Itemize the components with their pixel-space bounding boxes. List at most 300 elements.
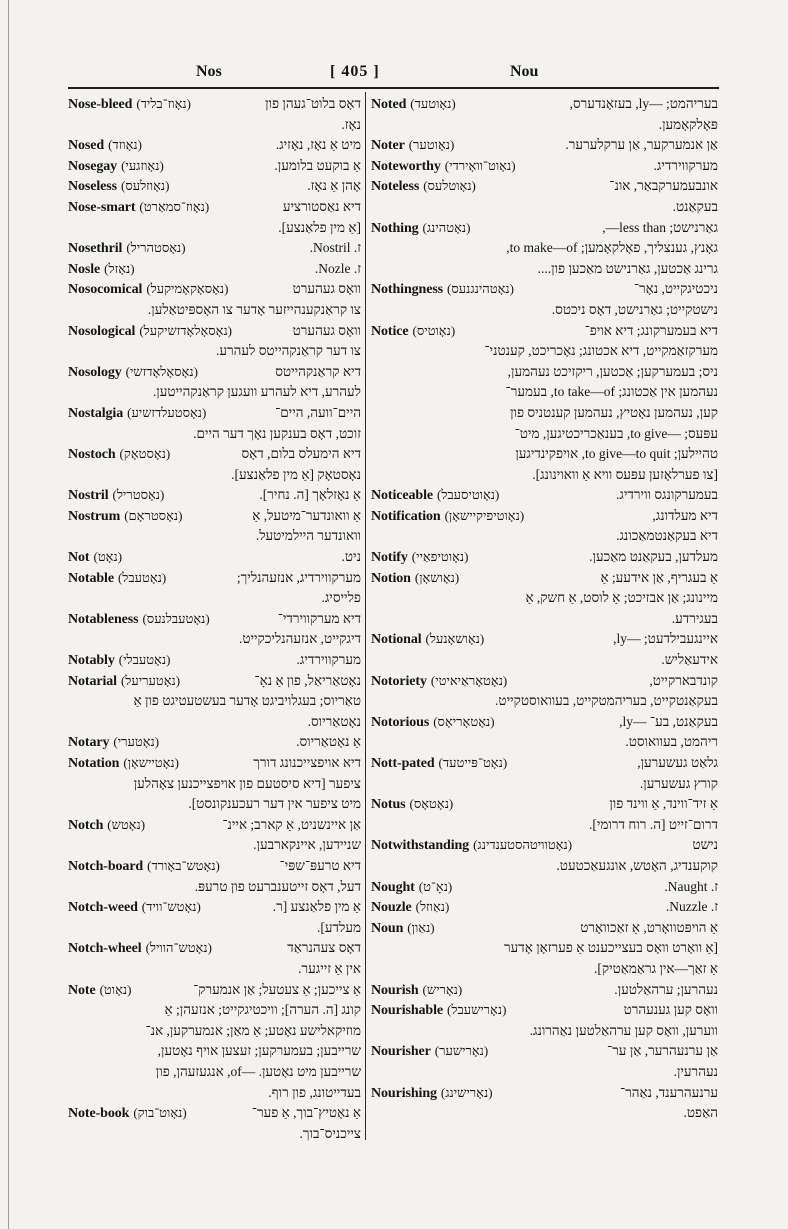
headword: Nose-bleed [68, 97, 133, 112]
pronunciation: (נאָוט־וואָירדי) [444, 157, 516, 173]
definition-line: [צו פערלאָזען עפּעס וויא אַ וואוינונג]. [532, 466, 718, 482]
headword: Nosegay [68, 158, 118, 174]
definition: אַ וואונדער־מיטעל, אַ [252, 507, 361, 523]
pronunciation: (נאָרישעבל) [447, 1002, 507, 1018]
dictionary-entry [68, 176, 361, 197]
headword: Not [68, 550, 90, 566]
entry-first-line [371, 135, 718, 156]
headword: Notch [68, 817, 104, 833]
dictionary-entry [68, 938, 361, 979]
pronunciation: (נאָטהינג) [422, 219, 471, 235]
definition: מעלדען, בעקאַנט מאַכען. [589, 549, 718, 565]
dictionary-entry [371, 176, 718, 217]
entry-first-line [371, 1041, 718, 1062]
definition: מערקווירדיג. [296, 652, 361, 668]
definition: נעהרען; ערהאַלטען. [614, 981, 718, 997]
dictionary-entry [371, 568, 718, 630]
dictionary-entry [371, 135, 718, 156]
definition: דיא אויפצייכנונג דורך [253, 755, 361, 770]
dictionary-entry [371, 94, 718, 135]
left-column [68, 94, 361, 1144]
headword: Nosethril [68, 241, 123, 257]
headword: Nosology [68, 364, 122, 380]
headword: Nothing [371, 220, 419, 236]
pronunciation: (נאָסטהריל) [126, 240, 186, 256]
pronunciation: (נאָוט־בוק) [133, 1105, 187, 1121]
definition: מיט אַ נאָז, נאָזיג. [275, 137, 361, 153]
dictionary-entry [371, 794, 718, 835]
dictionary-entry [68, 980, 361, 1104]
headword: Noun [371, 920, 404, 936]
pronunciation: (נאָטאָראַיאיטי) [430, 672, 508, 688]
definition: היים־וועה, היים־ [275, 404, 361, 420]
headword: Notification [371, 508, 441, 524]
headword: Notarial [68, 673, 117, 689]
entry-first-line [371, 897, 718, 918]
entry-first-line [68, 1103, 361, 1124]
pronunciation: (נאָ־ט) [418, 878, 453, 894]
dictionary-entry [371, 835, 718, 876]
definition: ז. Naught. [664, 878, 718, 894]
definition-line: מערקזאַמקייט, דיא אכטונג; נאָכריכט, קענטני־ [484, 343, 718, 359]
pronunciation: (נאָוז־בליד) [136, 96, 191, 111]
headword: Notwithstanding [371, 838, 470, 854]
pronunciation: (נאָסאָלאָדזשיקעל) [139, 322, 232, 338]
definition: אַ בוקעט בלומען. [274, 157, 361, 173]
left-guide-word: Nos [196, 63, 222, 80]
headword: Notableness [68, 611, 139, 627]
definition-line: ניס; בעמערקען; אַכטען, ריקזיכט נעהמען, [507, 363, 718, 379]
page-number: [ 405 ] [330, 63, 380, 80]
dictionary-entry [371, 629, 718, 670]
entry-first-line [68, 732, 361, 753]
dictionary-entry [371, 671, 718, 712]
pronunciation: (נאָוטעד) [410, 96, 456, 111]
definition: אַ מין פלאַנצע [ר. [272, 899, 361, 915]
definition: דיא הימעלס בלום, דאָס [241, 446, 361, 462]
definition: קונדבארקייט, [649, 672, 718, 688]
definition: איינגעבילדעט; —ly, [613, 631, 718, 647]
dictionary-entry [68, 259, 361, 280]
definition: אַן אנמערקער, אַן ערקלערער. [565, 137, 718, 153]
dictionary-entry [68, 650, 361, 671]
definition-line: דיא בעקאַנטמאַכונג. [616, 528, 718, 544]
dictionary-entry [68, 568, 361, 609]
headword: Notice [371, 323, 409, 339]
headword: Noted [371, 97, 407, 112]
definition: דיא מעלדונג, [652, 507, 718, 523]
definition-line: עפּעס; —to give, בענאַכריכטיגען, מיט־ [514, 425, 718, 441]
dictionary-entry [68, 403, 361, 444]
definition: בעריהמט; —ly, בעזאָנדערס, [569, 96, 718, 111]
headword: Noseless [68, 179, 117, 195]
definition-line: אין אַ זייגער. [298, 960, 361, 976]
dictionary-entry [68, 156, 361, 177]
dictionary-entry [371, 918, 718, 980]
definition: אַ נאָטאַריוס. [296, 734, 361, 750]
pronunciation: (נאַון) [407, 919, 435, 935]
pronunciation: (נאָוטער) [408, 137, 455, 153]
entry-first-line [68, 815, 361, 836]
headword: Notably [68, 653, 115, 669]
dictionary-entry [68, 732, 361, 753]
definition-line: [אַ וואָרט וואָס בעצייכענט אַ פערזאָן אָדער [503, 940, 718, 956]
headword: Nourishing [371, 1085, 437, 1101]
definition-line: מוזיקאלישע נאָטע; אַ מאַן; אנמערקען, אנ־ [145, 1022, 361, 1038]
entry-first-line [371, 568, 718, 589]
definition: בעקאַנט, בע־ —ly, [619, 713, 718, 729]
definition-line: פּאָלקאָמען. [658, 116, 718, 132]
entry-first-line [68, 753, 361, 774]
definition-line: ריהמט, בעוואוסט. [625, 734, 718, 750]
entry-first-line [371, 712, 718, 733]
headword: Nose-smart [68, 199, 136, 215]
pronunciation: (נאָטוויטהסטענדינג) [473, 837, 573, 853]
definition-line: קורץ געשערען. [639, 775, 718, 791]
entry-first-line [68, 197, 361, 218]
definition-line: נאָז. [341, 116, 361, 132]
entry-first-line [371, 485, 718, 506]
entry-first-line [371, 94, 718, 115]
definition: אונבעמערקבאַר, אונ־ [609, 178, 718, 194]
entry-first-line [68, 609, 361, 630]
dictionary-entry [371, 321, 718, 486]
headword: Nostrum [68, 508, 121, 524]
headword: Notary [68, 735, 110, 751]
pronunciation: (נאָוטיפאַיי) [411, 549, 469, 565]
entry-first-line [371, 1083, 718, 1104]
definition: אַן איינשניט, אַ קארב; איינ־ [222, 816, 361, 832]
scan-edge-line [8, 0, 9, 1229]
entry-first-line [371, 877, 718, 898]
pronunciation: (נאָטאָס) [409, 796, 454, 812]
dictionary-entry [68, 135, 361, 156]
pronunciation: (נאָטעבל) [117, 569, 167, 585]
pronunciation: (נאָושאָנעל) [425, 631, 485, 647]
headword: Nothingness [371, 282, 444, 298]
right-guide-word: Nou [510, 63, 539, 80]
dictionary-entry [68, 362, 361, 403]
definition-line: בעקאַנטקייט, בעריהמטקייט, בעוואוסטקייט. [495, 693, 718, 709]
dictionary-entry [68, 444, 361, 485]
entry-first-line [68, 238, 361, 259]
definition-line: ווערען, וואָס קען ערהאַלטען נאַהרונג. [529, 1022, 718, 1038]
definition-line: זוכט, דאָס בענקען נאָך דער היים. [193, 425, 361, 441]
definition-line: צו דער קראַנקהייטס לעהרע. [215, 343, 361, 359]
header-rule [68, 87, 719, 89]
definition: מערקווירדיג, אנזעהנליך; [236, 569, 361, 585]
headword: Noteless [371, 179, 420, 195]
entry-first-line [371, 547, 718, 568]
pronunciation: (נאָרישער) [434, 1043, 489, 1059]
column-divider [365, 92, 366, 1140]
definition-line: דעל, דאָס זייטענברעט פון טרעפּ. [194, 878, 361, 894]
headword: Notable [68, 570, 114, 586]
headword: Nostril [68, 488, 109, 504]
definition: דאָס צעהנראַד [287, 940, 361, 956]
dictionary-entry [68, 485, 361, 506]
dictionary-entry [371, 980, 718, 1001]
pronunciation: (נאָוטיסעבל) [436, 487, 500, 503]
dictionary-entry [68, 671, 361, 733]
dictionary-entry [68, 321, 361, 362]
headword: Note-book [68, 1106, 130, 1122]
definition-line: בעדייטונג, פון רוף. [268, 1084, 361, 1100]
headword: Notus [371, 797, 406, 813]
dictionary-entry [371, 547, 718, 568]
headword: Noteworthy [371, 158, 441, 174]
pronunciation: (נאָרישינג) [440, 1084, 493, 1100]
entry-first-line [68, 568, 361, 589]
headword: Nostoch [68, 447, 116, 463]
definition-line: גרינג אַכטען, גאַרנישט מאַכען פון.... [537, 260, 718, 276]
definition-line: נעהמען אין אַכטונג; to take—of, בעמער־ [505, 384, 718, 400]
entry-first-line [371, 1000, 718, 1021]
definition: דיא מערקווירדי־ [277, 610, 361, 626]
entry-first-line [371, 321, 718, 342]
definition-line: בעקאַנט. [672, 198, 718, 214]
dictionary-entry [68, 94, 361, 135]
headword: Nosological [68, 323, 136, 339]
definition: דיא נאַסטורציע [282, 198, 361, 214]
dictionary-entry [68, 897, 361, 938]
dictionary-entry [371, 897, 718, 918]
pronunciation: (נאָסאָקאָמיקעל) [146, 281, 229, 297]
definition-line: נעהרעין. [673, 1063, 718, 1079]
dictionary-entry [68, 856, 361, 897]
headword: Notorious [371, 714, 430, 730]
definition-line: צו קראַנקענהייזער אָדער צו האָספּיטאַלען. [147, 301, 361, 317]
entry-first-line [68, 279, 361, 300]
pronunciation: (נאָטעריעל) [120, 672, 181, 688]
definition: ניכטיגקייט, נאָר־ [633, 281, 718, 297]
entry-first-line [68, 897, 361, 918]
headword: Nouzle [371, 900, 412, 916]
entry-first-line [68, 671, 361, 692]
definition: דיא בעמערקונג; דיא אויפ־ [584, 322, 718, 338]
definition: וואָס קען גענעהרט [623, 1002, 718, 1018]
pronunciation: (נאָטש־הוויל) [145, 940, 212, 956]
headword: Nourish [371, 982, 419, 998]
pronunciation: (נאָטאָריאָס) [433, 713, 495, 729]
definition: אַ הויפּטוואָרט, אַ זאַכוואָרט [580, 919, 718, 935]
dictionary-entry [68, 279, 361, 320]
entry-first-line [371, 279, 718, 300]
definition: ז. Nozle. [314, 260, 361, 276]
definition: גלאַט געשערען, [637, 755, 718, 770]
pronunciation: (נאָוטלעס) [423, 178, 476, 194]
definition-line: [אַ מין פלאַנצע]. [278, 219, 361, 235]
definition: אַ נאָטיץ־בוך, אַ פער־ [251, 1105, 361, 1121]
definition-line: שרייבען; בעמערקען; זעצען אויף נאָטען, [157, 1043, 361, 1059]
dictionary-entry [371, 1041, 718, 1082]
definition-line: קונג [ה. הערה]; וויכטיגקייט; אנזעהן; אַ [164, 1002, 361, 1018]
dictionary-entry [371, 1083, 718, 1124]
definition: נאָטאַריאַל, פון אַ נאָ־ [254, 672, 361, 688]
pronunciation: (נאָטעבלנעס) [142, 610, 210, 626]
entry-first-line [68, 938, 361, 959]
entry-first-line [371, 156, 718, 177]
entry-first-line [68, 135, 361, 156]
entry-first-line [68, 176, 361, 197]
definition-line: צייכניס־בוך. [299, 1125, 361, 1141]
definition-line: מעלדע]. [317, 919, 361, 935]
definition: דאָס בלוט־געהן פון [265, 96, 361, 111]
headword: Nosocomical [68, 282, 143, 298]
definition-line: דיגקייט, אנזעהנליכקייט. [238, 631, 361, 647]
headword: Noticeable [371, 488, 433, 504]
dictionary-entry [371, 279, 718, 320]
entry-first-line [371, 506, 718, 527]
pronunciation: (נאָוטיפיקיישאָן) [444, 507, 525, 523]
headword: Nott-pated [371, 756, 435, 771]
headword: Nourishable [371, 1003, 444, 1019]
headword: Notch-wheel [68, 941, 142, 957]
dictionary-entry [371, 485, 718, 506]
definition: אָהן אַ נאָז. [307, 178, 361, 194]
entry-first-line [371, 176, 718, 197]
definition: אַן ערנעהרער, אַן ער־ [607, 1043, 718, 1059]
pronunciation: (נאָריש) [422, 981, 463, 997]
dictionary-entry [68, 238, 361, 259]
definition: ערנעהרענד, נאַהר־ [619, 1084, 718, 1100]
definition: וואָס געהערט [292, 322, 361, 338]
definition-line: לעהרע, דיא לעהרע וועגען קראַנקהייטען. [152, 384, 361, 400]
entry-first-line [371, 794, 718, 815]
headword: Notch-board [68, 858, 144, 874]
entry-first-line [68, 156, 361, 177]
dictionary-entry [68, 197, 361, 238]
definition-line: אידעאַליש. [661, 652, 718, 668]
pronunciation: (נאָטיישאָן) [123, 755, 179, 770]
entry-first-line [68, 856, 361, 877]
definition-line: דרום־זייט [ה. רוח דרומי]. [589, 816, 718, 832]
entry-first-line [68, 650, 361, 671]
entry-first-line [68, 547, 361, 568]
pronunciation: (נאָסטאָק) [119, 446, 171, 462]
dictionary-entry [371, 156, 718, 177]
definition: גאַרנישט; less than—, [602, 219, 718, 235]
pronunciation: (נאָטש־באָורד) [147, 857, 220, 873]
entry-first-line [371, 753, 718, 774]
definition-line: האַפט. [683, 1105, 718, 1121]
pronunciation: (נאַוזל) [415, 899, 450, 915]
definition: ניט. [341, 549, 361, 565]
definition: אַ זיד־ווינד, אַ ווינד פון [609, 796, 718, 812]
definition: אַ בעגריף, אַן אידעע; אַ [600, 569, 718, 585]
dictionary-entry [68, 753, 361, 815]
pronunciation: (נאָוזגעי) [121, 157, 164, 173]
definition-line: מיט ציפער אין דער רעכענקונסט]. [188, 796, 361, 812]
definition: וואָס געהערט [292, 281, 361, 297]
pronunciation: (נאָסאָלאָדזשי) [125, 363, 198, 379]
headword: Nourisher [371, 1044, 431, 1060]
pronunciation: (נאָט־פּייטעד) [438, 755, 508, 770]
definition-line: פלייסיג. [321, 590, 361, 606]
definition-line: אַ זאַך—אין גראַמאַטיק]. [593, 960, 718, 976]
pronunciation: (נאָטהינגנעס) [447, 281, 514, 297]
entry-first-line [68, 403, 361, 424]
dictionary-entry [68, 609, 361, 650]
definition-line: וואונדער היילמיטעל. [255, 528, 361, 544]
entry-first-line [68, 94, 361, 115]
dictionary-entry [68, 815, 361, 856]
headword: Nostalgia [68, 405, 124, 421]
definition-line: מיינונג; אַן אבזיכט; אַ לוסט, אַ חשק, אַ [525, 590, 718, 606]
headword: Notation [68, 756, 120, 771]
entry-first-line [68, 485, 361, 506]
headword: Nosed [68, 138, 105, 154]
definition-line: שרייבען מיט נאָטען. —of, אנגעזעהן, פון [155, 1063, 361, 1079]
entry-first-line [371, 835, 718, 856]
entry-first-line [68, 362, 361, 383]
definition-line: שניידען, איינקארבען. [253, 837, 361, 853]
headword: Notoriety [371, 673, 427, 689]
dictionary-entry [371, 1000, 718, 1041]
pronunciation: (נאָסטראָם) [124, 507, 183, 523]
definition-line: טאַריוס; בעגלויביגט אָדער בעשטעטיגט פון אַ [133, 693, 361, 709]
definition-line: גאָנץ, גענצליך, פאָלקאָמען; to make—of, [506, 240, 718, 256]
definition-line: בעגירדע. [671, 610, 718, 626]
dictionary-entry [68, 1103, 361, 1144]
entry-first-line [371, 629, 718, 650]
dictionary-entry [371, 506, 718, 547]
pronunciation: (נאָוז־סמאַרט) [139, 198, 210, 214]
dictionary-entry [371, 218, 718, 280]
definition-line: נישטקייט; גאַרנישט, דאָס ניכטס. [551, 301, 718, 317]
entry-first-line [68, 980, 361, 1001]
entry-first-line [371, 218, 718, 239]
entry-first-line [68, 506, 361, 527]
entry-first-line [371, 980, 718, 1001]
right-column [371, 94, 718, 1124]
definition: נישט [692, 837, 718, 853]
definition-line: קוקענדיג, האָטש, אונגעאַכטעט. [556, 857, 718, 873]
entry-first-line [68, 444, 361, 465]
definition-line: נאָטאַריוס. [307, 713, 361, 729]
entry-first-line [371, 918, 718, 939]
headword: Noter [371, 138, 405, 154]
dictionary-entry [68, 506, 361, 547]
definition: מערקווירדיג. [653, 157, 718, 173]
dictionary-entry [371, 877, 718, 898]
entry-first-line [68, 259, 361, 280]
pronunciation: (נאָוזד) [108, 137, 142, 153]
headword: Note [68, 982, 96, 998]
definition: בעמערקונגס ווירדיג. [616, 487, 718, 503]
definition-line: קען, נעהמען נאָטיץ, נעהמען קענטניס פון [510, 404, 718, 420]
pronunciation: (נאָושאָן) [414, 569, 460, 585]
dictionary-entry [371, 712, 718, 753]
definition: ז. Nuzzle. [665, 899, 718, 915]
pronunciation: (נאָטש) [107, 816, 146, 832]
pronunciation: (נאָטערי) [113, 734, 160, 750]
definition-line: טהיילען; to give—to quit, אויפקינדיגען [515, 446, 718, 462]
pronunciation: (נאָוטיס) [412, 322, 456, 338]
headword: Nosle [68, 261, 101, 277]
dictionary-entry [371, 753, 718, 794]
pronunciation: (נאָוזלעס) [120, 178, 170, 194]
pronunciation: (נאָט) [93, 549, 123, 565]
pronunciation: (נאָסטעלדזשיע) [127, 404, 207, 420]
headword: Nought [371, 879, 415, 895]
pronunciation: (נאָזל) [104, 260, 135, 276]
pronunciation: (נאָוט) [99, 981, 132, 997]
definition: אַ נאָזלאָך [ה. נחיר]. [259, 487, 361, 503]
definition: ז. Nostril. [309, 240, 361, 256]
definition: דיא קראַנקהייטס [275, 363, 361, 379]
entry-first-line [68, 321, 361, 342]
